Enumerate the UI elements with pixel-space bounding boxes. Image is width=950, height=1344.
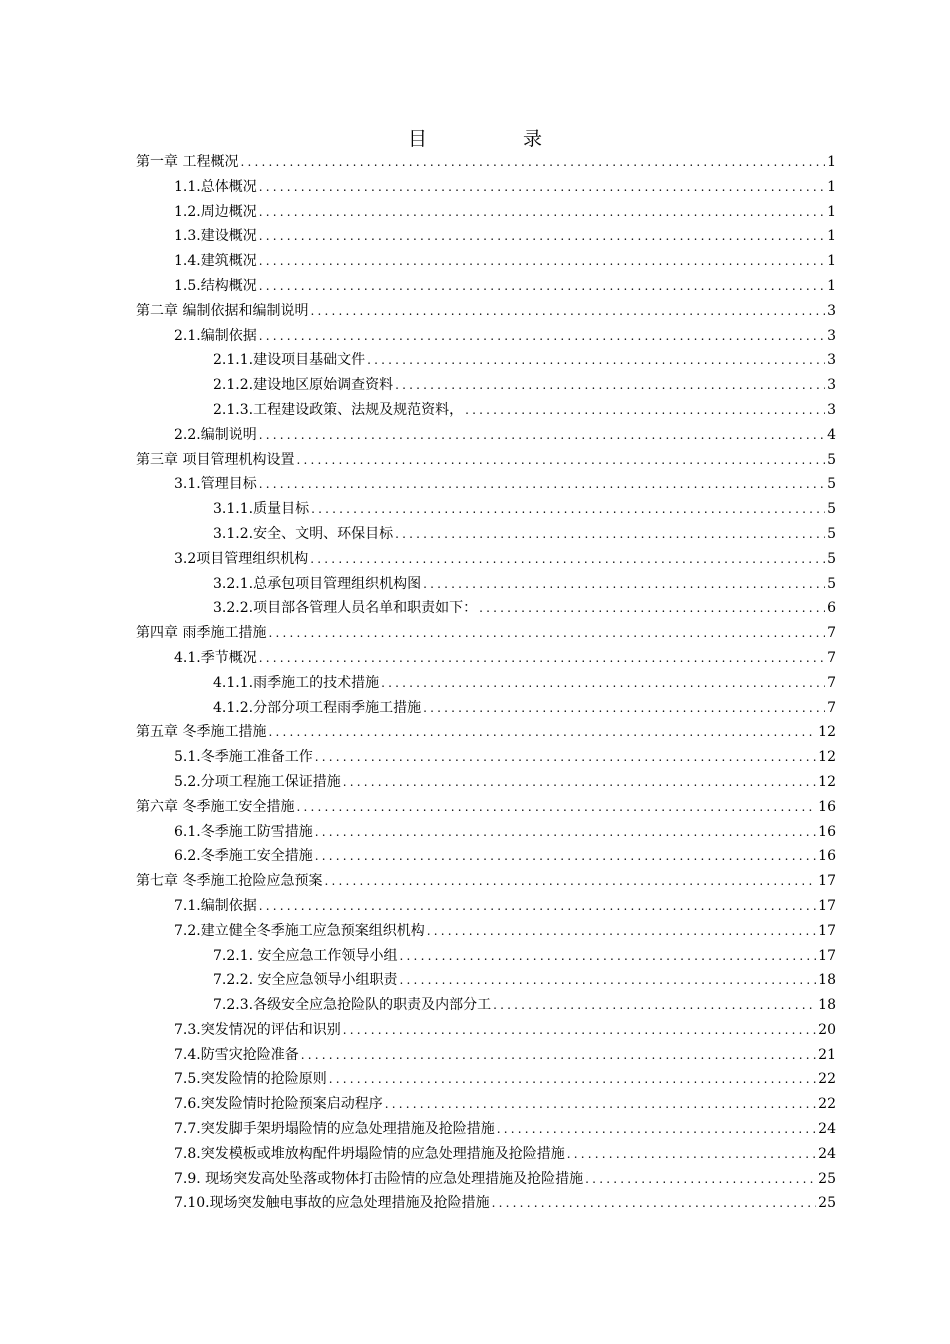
toc-entry-page-number: 17	[818, 873, 836, 890]
toc-entry-page-number: 3	[827, 352, 836, 369]
toc-entry[interactable]	[136, 299, 836, 324]
toc-entry[interactable]	[136, 745, 836, 770]
dot-leader	[259, 200, 825, 225]
toc-entry-page-number: 18	[818, 972, 836, 989]
toc-entry[interactable]	[136, 1092, 836, 1117]
dot-leader	[423, 696, 825, 721]
dot-leader	[259, 224, 825, 249]
toc-entry-text: 4.1.季节概况	[174, 649, 257, 666]
toc-entry-text: 1.1.总体概况	[174, 178, 257, 195]
toc-entry-text: 3.1.1.质量目标	[213, 501, 310, 518]
toc-entry[interactable]	[136, 844, 836, 869]
toc-entry-text: 第四章 雨季施工措施	[136, 625, 267, 642]
dot-leader	[310, 299, 825, 324]
toc-entry-page-number: 22	[818, 1096, 836, 1113]
toc-entry[interactable]	[136, 720, 836, 745]
toc-entry-text: 第五章 冬季施工措施	[136, 724, 267, 741]
toc-entry[interactable]	[136, 671, 836, 696]
dot-leader	[492, 1191, 817, 1216]
toc-entry-text: 2.1.2.建设地区原始调查资料	[213, 377, 394, 394]
toc-entry-text: 5.1.冬季施工准备工作	[174, 749, 313, 766]
toc-entry-page-number: 1	[827, 253, 836, 270]
table-of-contents	[136, 150, 836, 1216]
toc-entry[interactable]	[136, 894, 836, 919]
dot-leader	[268, 621, 825, 646]
toc-entry-text: 6.1.冬季施工防雪措施	[174, 823, 313, 840]
toc-entry-page-number: 1	[827, 203, 836, 220]
toc-entry[interactable]	[136, 696, 836, 721]
toc-entry-page-number: 5	[827, 525, 836, 542]
toc-entry[interactable]	[136, 348, 836, 373]
dot-leader	[259, 274, 825, 299]
toc-entry[interactable]	[136, 150, 836, 175]
toc-entry-text: 4.1.1.雨季施工的技术措施	[213, 674, 380, 691]
toc-entry[interactable]	[136, 1191, 836, 1216]
toc-entry-page-number: 7	[827, 674, 836, 691]
toc-entry-text: 7.3.突发情况的评估和识别	[174, 1021, 341, 1038]
toc-entry-page-number: 1	[827, 228, 836, 245]
toc-entry-page-number: 24	[818, 1145, 836, 1162]
toc-entry[interactable]	[136, 919, 836, 944]
dot-leader	[567, 1142, 816, 1167]
toc-entry[interactable]	[136, 596, 836, 621]
toc-entry-page-number: 7	[827, 649, 836, 666]
dot-leader	[395, 373, 825, 398]
toc-title	[0, 124, 950, 151]
toc-entry[interactable]	[136, 448, 836, 473]
toc-entry[interactable]	[136, 547, 836, 572]
toc-entry-page-number: 16	[818, 798, 836, 815]
toc-entry-page-number: 17	[818, 897, 836, 914]
toc-entry[interactable]	[136, 249, 836, 274]
dot-leader	[259, 894, 816, 919]
toc-entry-page-number: 20	[818, 1021, 836, 1038]
toc-entry-page-number: 25	[818, 1170, 836, 1187]
toc-entry-page-number: 7	[827, 699, 836, 716]
dot-leader	[315, 745, 816, 770]
toc-title-left: 目	[407, 128, 427, 150]
dot-leader	[329, 1067, 816, 1092]
toc-entry-text: 第三章 项目管理机构设置	[136, 451, 295, 468]
toc-entry[interactable]	[136, 1167, 836, 1192]
toc-entry[interactable]	[136, 820, 836, 845]
toc-entry-page-number: 1	[827, 178, 836, 195]
toc-entry-page-number: 3	[827, 302, 836, 319]
toc-entry-page-number: 21	[818, 1046, 836, 1063]
toc-entry-page-number: 7	[827, 625, 836, 642]
toc-entry-text: 2.1.3.工程建设政策、法规及规范资料，	[213, 401, 464, 418]
toc-entry-page-number: 5	[827, 575, 836, 592]
toc-entry-text: 第六章 冬季施工安全措施	[136, 798, 295, 815]
toc-entry-text: 7.2.3.各级安全应急抢险队的职责及内部分工	[213, 997, 492, 1014]
toc-entry-page-number: 1	[827, 154, 836, 170]
dot-leader	[479, 596, 825, 621]
dot-leader	[423, 572, 825, 597]
toc-entry[interactable]	[136, 968, 836, 993]
toc-entry-text: 3.2.1.总承包项目管理组织机构图	[213, 575, 422, 592]
toc-entry[interactable]	[136, 373, 836, 398]
toc-entry-text: 3.2.2.项目部各管理人员名单和职责如下：	[213, 600, 478, 617]
toc-entry[interactable]	[136, 770, 836, 795]
toc-entry-text: 3.2项目管理组织机构	[174, 550, 309, 567]
toc-entry[interactable]	[136, 1067, 836, 1092]
toc-entry-page-number: 1	[827, 277, 836, 294]
toc-entry-page-number: 3	[827, 401, 836, 418]
toc-entry-text: 7.1.编制依据	[174, 897, 257, 914]
toc-entry-page-number: 12	[818, 749, 836, 766]
dot-leader	[343, 770, 816, 795]
toc-entry-text: 7.2.建立健全冬季施工应急预案组织机构	[174, 922, 425, 939]
toc-entry[interactable]	[136, 398, 836, 423]
dot-leader	[497, 1117, 816, 1142]
toc-entry-page-number: 6	[827, 600, 836, 617]
toc-entry[interactable]	[136, 175, 836, 200]
toc-title-right: 录	[523, 128, 543, 150]
toc-entry-text: 6.2.冬季施工安全措施	[174, 848, 313, 865]
toc-entry-page-number: 3	[827, 377, 836, 394]
toc-entry[interactable]	[136, 944, 836, 969]
toc-entry-text: 1.3.建设概况	[174, 228, 257, 245]
dot-leader	[367, 348, 825, 373]
dot-leader	[315, 820, 816, 845]
dot-leader	[400, 944, 817, 969]
toc-entry-page-number: 5	[827, 501, 836, 518]
toc-entry-page-number: 18	[818, 997, 836, 1014]
toc-entry[interactable]	[136, 1018, 836, 1043]
toc-entry-text: 2.2.编制说明	[174, 426, 257, 443]
toc-entry[interactable]	[136, 572, 836, 597]
toc-entry-page-number: 12	[818, 773, 836, 790]
toc-entry[interactable]	[136, 522, 836, 547]
toc-entry-text: 4.1.2.分部分项工程雨季施工措施	[213, 699, 422, 716]
dot-leader	[585, 1167, 816, 1192]
toc-entry-text: 2.1.1.建设项目基础文件	[213, 352, 366, 369]
toc-entry[interactable]	[136, 324, 836, 349]
dot-leader	[296, 448, 825, 473]
toc-entry-page-number: 22	[818, 1071, 836, 1088]
dot-leader	[465, 398, 825, 423]
dot-leader	[301, 1043, 816, 1068]
dot-leader	[315, 844, 816, 869]
toc-entry[interactable]	[136, 224, 836, 249]
dot-leader	[259, 646, 825, 671]
toc-entry-page-number: 17	[818, 922, 836, 939]
toc-entry-text: 7.6.突发险情时抢险预案启动程序	[174, 1096, 383, 1113]
dot-leader	[427, 919, 816, 944]
toc-entry-text: 第七章 冬季施工抢险应急预案	[136, 873, 323, 890]
toc-entry-page-number: 16	[818, 823, 836, 840]
toc-entry[interactable]	[136, 274, 836, 299]
toc-entry-page-number: 5	[827, 476, 836, 493]
toc-entry-text: 7.7.突发脚手架坍塌险情的应急处理措施及抢险措施	[174, 1121, 495, 1138]
dot-leader	[240, 150, 825, 175]
dot-leader	[395, 522, 825, 547]
toc-entry[interactable]	[136, 993, 836, 1018]
toc-entry-text: 2.1.编制依据	[174, 327, 257, 344]
dot-leader	[311, 497, 825, 522]
toc-entry-page-number: 4	[827, 426, 836, 443]
dot-leader	[259, 175, 825, 200]
toc-entry[interactable]	[136, 423, 836, 448]
toc-entry-text: 1.5.结构概况	[174, 277, 257, 294]
dot-leader	[259, 423, 825, 448]
toc-entry[interactable]	[136, 1117, 836, 1142]
toc-entry-text: 5.2.分项工程施工保证措施	[174, 773, 341, 790]
toc-entry[interactable]	[136, 869, 836, 894]
toc-entry-text: 1.4.建筑概况	[174, 253, 257, 270]
toc-entry-text: 7.2.1. 安全应急工作领导小组	[213, 947, 398, 964]
dot-leader	[493, 993, 816, 1018]
dot-leader	[259, 249, 825, 274]
dot-leader	[296, 795, 816, 820]
toc-entry-text: 7.5.突发险情的抢险原则	[174, 1071, 327, 1088]
toc-entry[interactable]	[136, 200, 836, 225]
toc-entry[interactable]	[136, 1142, 836, 1167]
toc-entry[interactable]	[136, 472, 836, 497]
toc-entry-page-number: 12	[818, 724, 836, 741]
toc-entry-text: 7.2.2. 安全应急领导小组职责	[213, 972, 398, 989]
toc-entry-text: 7.4.防雪灾抢险准备	[174, 1046, 299, 1063]
toc-entry-text: 3.1.2.安全、文明、环保目标	[213, 525, 394, 542]
toc-entry-text: 7.10.现场突发触电事故的应急处理措施及抢险措施	[174, 1195, 490, 1212]
toc-entry[interactable]	[136, 621, 836, 646]
dot-leader	[259, 324, 825, 349]
toc-entry-text: 1.2.周边概况	[174, 203, 257, 220]
toc-entry-text: 7.9. 现场突发高处坠落或物体打击险情的应急处理措施及抢险措施	[174, 1170, 584, 1187]
toc-entry-text: 3.1.管理目标	[174, 476, 257, 493]
toc-entry-page-number: 16	[818, 848, 836, 865]
toc-entry-page-number: 25	[818, 1195, 836, 1212]
dot-leader	[343, 1018, 816, 1043]
toc-entry-page-number: 5	[827, 451, 836, 468]
toc-entry-text: 第一章 工程概况	[136, 154, 239, 170]
toc-entry[interactable]	[136, 497, 836, 522]
toc-entry-page-number: 5	[827, 550, 836, 567]
toc-entry-text: 7.8.突发模板或堆放构配件坍塌险情的应急处理措施及抢险措施	[174, 1145, 565, 1162]
toc-entry[interactable]	[136, 795, 836, 820]
dot-leader	[324, 869, 816, 894]
dot-leader	[310, 547, 825, 572]
dot-leader	[268, 720, 816, 745]
toc-entry-page-number: 24	[818, 1121, 836, 1138]
toc-entry-page-number: 3	[827, 327, 836, 344]
toc-entry-page-number: 17	[818, 947, 836, 964]
toc-entry[interactable]	[136, 1043, 836, 1068]
toc-entry-text: 第二章 编制依据和编制说明	[136, 302, 309, 319]
toc-entry[interactable]	[136, 646, 836, 671]
dot-leader	[400, 968, 817, 993]
dot-leader	[385, 1092, 816, 1117]
dot-leader	[381, 671, 825, 696]
dot-leader	[259, 472, 825, 497]
